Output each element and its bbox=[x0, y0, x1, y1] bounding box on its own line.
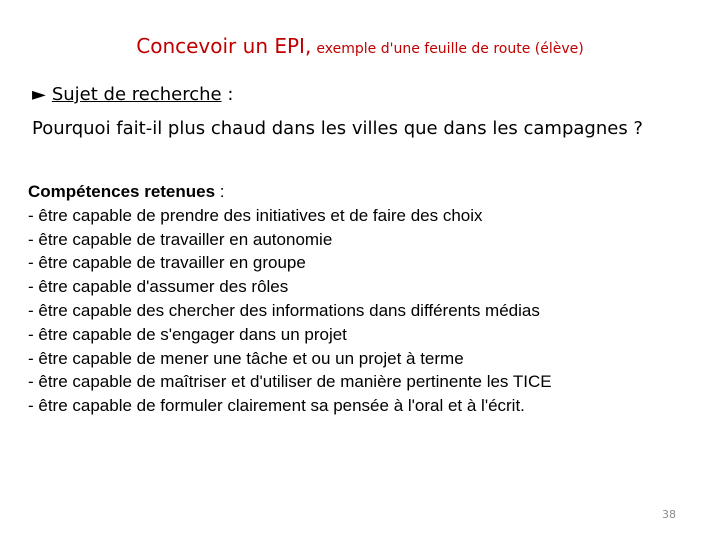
title-main: Concevoir un EPI, bbox=[136, 34, 312, 58]
skill-item: - être capable de travailler en groupe bbox=[28, 253, 306, 273]
subject-line bbox=[32, 84, 233, 105]
skill-item: - être capable de formuler clairement sa pensée à l'oral et à l'écrit. bbox=[28, 396, 525, 416]
skills-heading-suffix: : bbox=[215, 182, 225, 201]
skill-item: - être capable de prendre des initiatives et de faire des choix bbox=[28, 205, 483, 225]
subject-label: Sujet de recherche bbox=[51, 84, 222, 105]
skill-item: - être capable d'assumer des rôles bbox=[28, 277, 289, 297]
title-subtitle: exemple d'une feuille de route (élève) bbox=[316, 41, 584, 57]
skill-item: - être capable des chercher des informations dans différents médias bbox=[28, 300, 540, 320]
subject-label-suffix: : bbox=[221, 84, 234, 105]
page-number: 38 bbox=[662, 508, 676, 521]
skills-heading: Compétences retenues bbox=[28, 182, 216, 201]
skills-list bbox=[28, 204, 552, 418]
skills-section bbox=[28, 180, 552, 418]
skills-heading-line bbox=[28, 180, 552, 204]
slide-title bbox=[0, 34, 720, 58]
arrow-right-icon: ► bbox=[32, 84, 46, 105]
research-question: Pourquoi fait-il plus chaud dans les villes que dans les campagnes ? bbox=[32, 118, 643, 139]
skill-item: - être capable de mener une tâche et ou un projet à terme bbox=[28, 348, 464, 368]
skill-item: - être capable de maîtriser et d'utiliser de manière pertinente les TICE bbox=[28, 372, 552, 392]
skill-item: - être capable de travailler en autonomie bbox=[28, 229, 333, 249]
skill-item: - être capable de s'engager dans un projet bbox=[28, 324, 347, 344]
